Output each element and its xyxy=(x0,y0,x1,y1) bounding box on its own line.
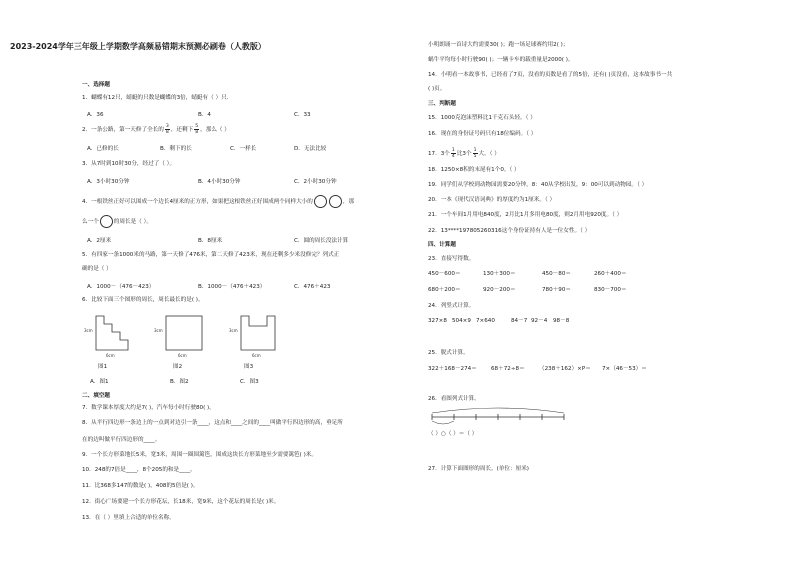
calc-item: 450－600＝ xyxy=(428,271,461,277)
section-choice: 一、选择题 xyxy=(82,82,110,88)
figure-2-rectangle xyxy=(152,310,212,358)
calc-item: 830－700＝ xyxy=(594,287,627,293)
q3-option-b[interactable]: B．4小时30分钟 xyxy=(198,179,241,185)
calc-item: 130＋300＝ xyxy=(483,271,516,277)
q1-option-b[interactable]: B．4 xyxy=(198,112,211,118)
calc-item: 780＋90＝ xyxy=(542,287,571,293)
q14-line2: ( )页。 xyxy=(428,86,446,92)
vertical-item: 504×9 xyxy=(452,318,471,324)
label-3cm: 3cm xyxy=(229,328,238,333)
fig3-caption: 图3 xyxy=(244,364,254,370)
q5-option-a[interactable]: A．1000－（476－423） xyxy=(87,284,155,290)
q13-line1: 小明朗诵一首诗大约需要30( )；跑一场足球赛约用2( )； xyxy=(428,42,569,48)
q11: 11．比368多147的数是( )，408的5倍是( )。 xyxy=(82,483,199,489)
q21: 21．一个车间1月用电840度，2月比1月多用电80度，则2月用电920度。（ ） xyxy=(428,212,623,218)
q3-option-a[interactable]: A．3小时30分钟 xyxy=(87,179,130,185)
q5-option-b[interactable]: B．1000－（476＋423） xyxy=(198,284,266,290)
q24-stem: 24．列竖式计算。 xyxy=(428,303,475,309)
vertical-item: 7×640 xyxy=(476,318,495,324)
page-title: 2023-2024学年三年级上学期数学高频易错期末预测必刷卷（人教版） xyxy=(10,42,266,51)
q1-stem: 1．蝴蝶有12只，蜻蜓的只数是蝴蝶的3倍，蜻蜓有（ ）只． xyxy=(82,95,233,101)
q26-stem: 26．看图列式计算。 xyxy=(428,396,480,402)
q18: 18．1250×8积的末尾有1个0。（ ） xyxy=(428,167,520,173)
calc-item: 450－80＝ xyxy=(542,271,571,277)
fraction: $\frac{1}{5}$ xyxy=(473,148,477,159)
q6-option-b[interactable]: B．图2 xyxy=(170,379,189,385)
fraction: $\frac{1}{4}$ xyxy=(451,148,455,159)
label-6cm: 6cm xyxy=(252,353,261,358)
q10: 10．248的7倍是____，8个205的和是____。 xyxy=(82,467,196,473)
q8-line2: 在的边叫做平行四边形的____。 xyxy=(82,437,161,443)
vertical-item: 84－7 xyxy=(511,318,528,324)
section-fill: 二、填空题 xyxy=(82,393,110,399)
circle-icon xyxy=(329,195,342,208)
q12: 12．街心广场要建一个长方形花坛，长18米，宽9米，这个花坛的周长是( )米。 xyxy=(82,499,280,505)
fraction: $\frac{3}{8}$ xyxy=(165,124,169,135)
q2-option-c[interactable]: C．一样长 xyxy=(230,146,257,152)
q13-line2: 蜗牛平均每小时行驶90( )；一辆卡车的载重量是2000( )。 xyxy=(428,57,574,63)
q14-line1: 14．小明看一本故事书，已经看了7页，没看的页数是看了的5倍，还有( )页没看，这本故事书一共 xyxy=(428,72,673,78)
q27: 27．计算下面图形的周长。(单位：厘米) xyxy=(428,466,529,472)
section-judge: 三、判断题 xyxy=(428,101,456,107)
q13: 13．在（ ）里填上合适的单位名称。 xyxy=(82,515,175,521)
q4-option-a[interactable]: A．2厘米 xyxy=(87,238,112,244)
circle-icon xyxy=(100,215,113,228)
q5-line2: 确的是（ ） xyxy=(82,266,112,272)
fig1-caption: 图1 xyxy=(98,364,108,370)
vertical-item: 327×8 xyxy=(428,318,447,324)
step-item: 322＋168－274＝ xyxy=(428,366,477,372)
q3-stem: 3．从7时到10时30分，经过了（ ）。 xyxy=(82,161,176,167)
q2-option-b[interactable]: B．剩下的长 xyxy=(160,146,192,152)
calc-item: 920－200＝ xyxy=(483,287,516,293)
q23-stem: 23．直接写得数。 xyxy=(428,256,475,262)
q4-stem: 4．一根铁丝正好可以围成一个边长4厘米的正方形，如果把这根铁丝正好围成两个同样大小的 ，那 xyxy=(82,195,354,208)
fraction: $\frac{5}{8}$ xyxy=(195,124,199,135)
figure-3-notched xyxy=(227,310,287,358)
label-6cm: 6cm xyxy=(178,353,187,358)
circle-icon xyxy=(314,195,327,208)
q5-line1: 5．有四家一条1000米的马路，第一天修了476米，第二天修了423米，现在还剩多少米没修完？列式正 xyxy=(82,252,340,258)
q4-option-b[interactable]: B．8厘米 xyxy=(198,238,223,244)
q22: 22．13****197805260316这个身份证持有人是一位女性。（ ） xyxy=(428,228,591,234)
q20: 20．一本《现代汉语词典》的厚度约为1厘米。（ ） xyxy=(428,197,556,203)
q5-option-c[interactable]: C．476＋423 xyxy=(294,284,331,290)
step-item: 68＋72÷8＝ xyxy=(491,366,525,372)
vertical-item: 98－8 xyxy=(553,318,570,324)
q16: 16．现在的身份证号码只有18位编码。（ ） xyxy=(428,131,537,137)
q1-option-c[interactable]: C．33 xyxy=(294,112,311,118)
q26-expression: （ ）○（ ）＝（ ） xyxy=(428,431,478,437)
vertical-item: 92－4 xyxy=(531,318,548,324)
q6-option-c[interactable]: C．图3 xyxy=(240,379,259,385)
label-3cm: 3cm xyxy=(84,328,93,333)
q17: 17．3个 $\frac{1}{4}$ 比3个 $\frac{1}{5}$ 大。（ ） xyxy=(428,148,500,159)
q6-stem: 6．比较下面三个图形的周长，周长最长的是( )。 xyxy=(82,297,204,303)
step-item: 7×（46－53）＝ xyxy=(602,366,647,372)
q3-option-c[interactable]: C．2小时30分钟 xyxy=(294,179,337,185)
fig2-caption: 图2 xyxy=(173,364,183,370)
figure-1-staircase xyxy=(82,310,142,358)
q2-option-d[interactable]: D．无法比较 xyxy=(294,146,327,152)
q6-option-a[interactable]: A．图1 xyxy=(90,379,109,385)
step-item: （238＋162）×P＝ xyxy=(539,366,591,372)
q4-option-c[interactable]: C．圆的周长没法计算 xyxy=(294,238,349,244)
q19: 19．同学们从学校到动物园需要20分钟，8：40从学校出发，9：00可以到动物园。（ ） xyxy=(428,182,648,188)
q9: 9．一个长方形菜地长5米，宽3米，周围一圈围篱笆，围成这块长方形菜地至少需要篱笆( )米。 xyxy=(82,452,317,458)
q4-stem-cont: 么一个 的周长是（ ）。 xyxy=(82,215,152,228)
label-3cm: 3cm xyxy=(154,328,163,333)
label-6cm: 6cm xyxy=(106,353,115,358)
q7: 7．数学课本厚度大约是7( )，汽车每小时行驶80( )。 xyxy=(82,405,215,411)
calc-item: 680＋200＝ xyxy=(428,287,461,293)
section-calc: 四、计算题 xyxy=(428,242,456,248)
q15: 15．1000克泡沫塑料比1千克石头轻。（ ） xyxy=(428,115,536,121)
q25-stem: 25．脱式计算。 xyxy=(428,350,469,356)
q1-option-a[interactable]: A．36 xyxy=(87,112,104,118)
q8-line1: 8．从平行四边形一条边上的一点到对边引一条____，这点和____之间的____叫做平行四边形的高，垂足所 xyxy=(82,420,343,426)
calc-item: 260＋400＝ xyxy=(594,271,627,277)
q2-stem: 2．一条公路，第一天修了全长的 $\frac{3}{8}$ ，还剩下 $\frac{5}{8}$ ，那么（ ） xyxy=(82,124,230,135)
q2-option-a[interactable]: A．已修的长 xyxy=(87,146,119,152)
